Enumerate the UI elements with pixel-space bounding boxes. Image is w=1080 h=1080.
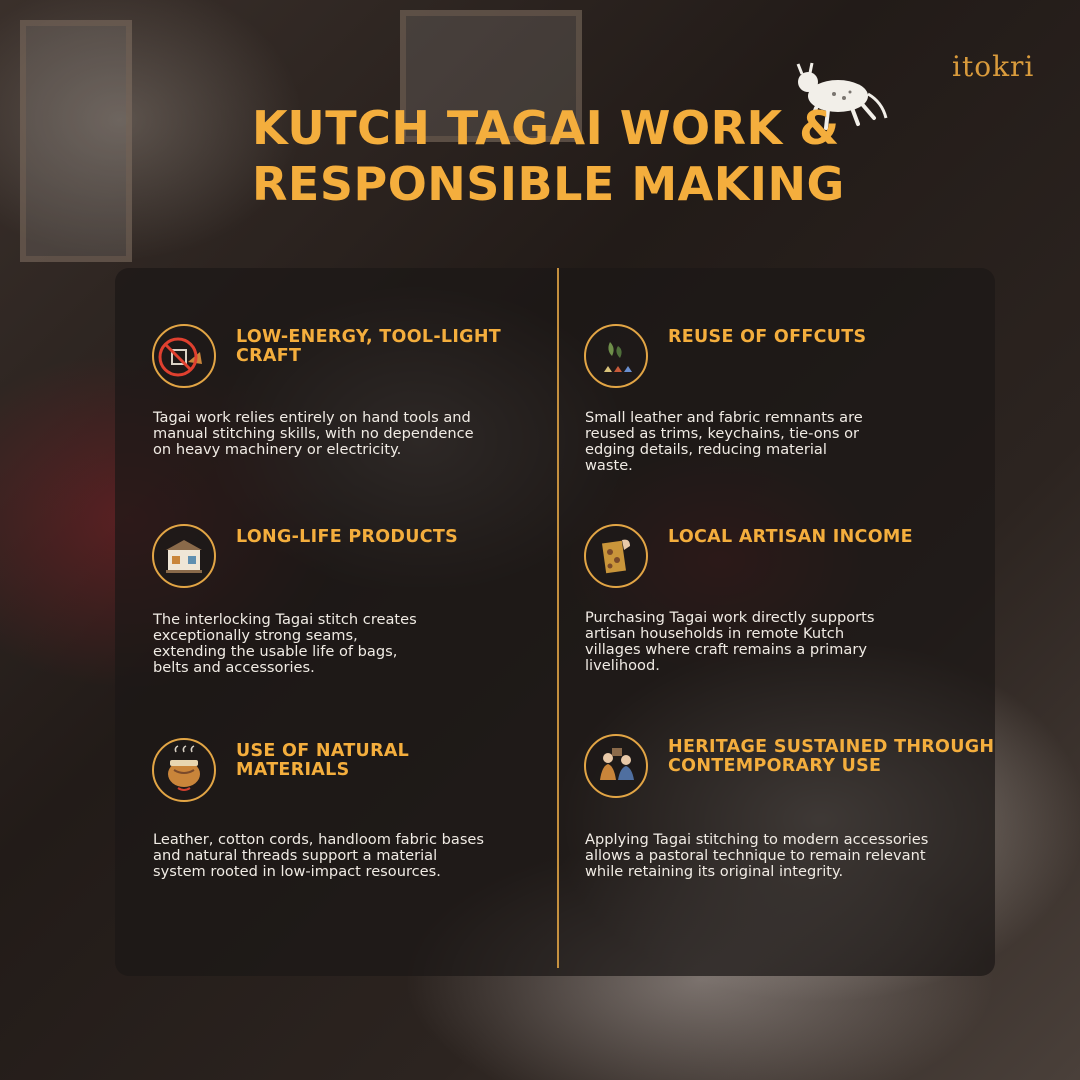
desc-line: artisan households in remote Kutch xyxy=(585,625,845,642)
no-machinery-icon xyxy=(152,324,216,388)
heading-line: LOCAL ARTISAN INCOME xyxy=(668,527,913,547)
column-divider xyxy=(557,268,559,968)
desc-line: reused as trims, keychains, tie-ons or xyxy=(585,425,860,442)
heading-line: MATERIALS xyxy=(236,760,350,780)
feature-description xyxy=(585,410,863,474)
title-line: KUTCH TAGAI WORK & xyxy=(252,101,840,155)
cooking-pot-icon xyxy=(152,738,216,802)
heading-line: REUSE OF OFFCUTS xyxy=(668,327,867,347)
feature-heading xyxy=(668,528,1008,547)
feature-description xyxy=(153,832,484,880)
feature-description xyxy=(153,410,474,458)
page-title xyxy=(252,100,892,212)
desc-line: system rooted in low-impact resources. xyxy=(153,863,441,880)
heading-line: HERITAGE SUSTAINED THROUGH xyxy=(668,737,995,757)
artisan-hand-icon xyxy=(584,524,648,588)
storefront-icon xyxy=(152,524,216,588)
feature-heading xyxy=(668,328,1008,347)
desc-line: Tagai work relies entirely on hand tools and xyxy=(153,409,471,426)
offcuts-icon xyxy=(584,324,648,388)
desc-line: allows a pastoral technique to remain relevant xyxy=(585,847,926,864)
desc-line: waste. xyxy=(585,457,633,474)
feature-description xyxy=(585,832,928,880)
desc-line: manual stitching skills, with no dependence xyxy=(153,425,474,442)
heading-line: CRAFT xyxy=(236,346,302,366)
feature-heading xyxy=(668,738,1080,776)
heading-line: LONG-LIFE PRODUCTS xyxy=(236,527,459,547)
desc-line: while retaining its original integrity. xyxy=(585,863,844,880)
heading-line: LOW-ENERGY, TOOL-LIGHT xyxy=(236,327,502,347)
desc-line: exceptionally strong seams, xyxy=(153,627,358,644)
desc-line: The interlocking Tagai stitch creates xyxy=(153,611,417,628)
artisans-working-icon xyxy=(584,734,648,798)
desc-line: livelihood. xyxy=(585,657,660,674)
itokri-logo: itokri xyxy=(952,50,1035,83)
desc-line: and natural threads support a material xyxy=(153,847,438,864)
title-line: RESPONSIBLE MAKING xyxy=(252,157,845,211)
feature-heading xyxy=(236,528,576,547)
feature-heading xyxy=(236,742,576,780)
desc-line: Purchasing Tagai work directly supports xyxy=(585,609,875,626)
feature-description xyxy=(585,610,874,674)
desc-line: on heavy machinery or electricity. xyxy=(153,441,402,458)
desc-line: Small leather and fabric remnants are xyxy=(585,409,863,426)
desc-line: Leather, cotton cords, handloom fabric bases xyxy=(153,831,485,848)
background-window xyxy=(20,20,132,262)
feature-description xyxy=(153,612,417,676)
heading-line: CONTEMPORARY USE xyxy=(668,756,882,776)
heading-line: USE OF NATURAL xyxy=(236,741,410,761)
desc-line: extending the usable life of bags, xyxy=(153,643,398,660)
desc-line: Applying Tagai stitching to modern accessories xyxy=(585,831,929,848)
feature-heading xyxy=(236,328,576,366)
desc-line: edging details, reducing material xyxy=(585,441,827,458)
desc-line: villages where craft remains a primary xyxy=(585,641,867,658)
desc-line: belts and accessories. xyxy=(153,659,315,676)
